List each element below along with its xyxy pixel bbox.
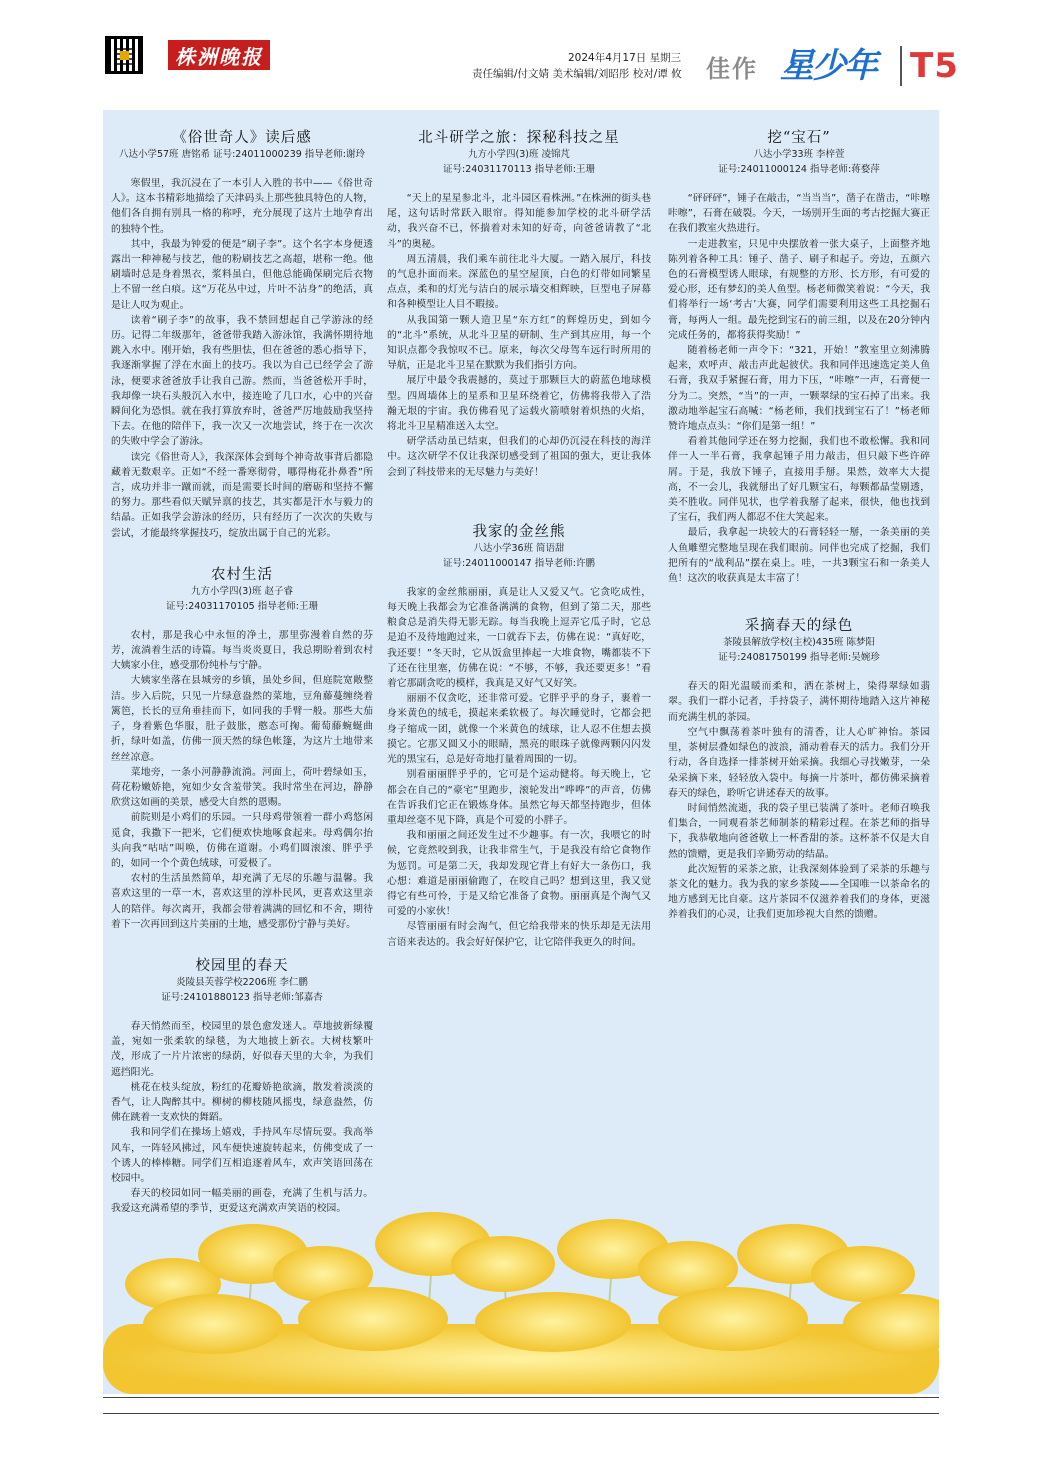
article-author: 八达小学33班 李梓萱	[753, 149, 845, 160]
paragraph: 春天悄然而至，校园里的景色愈发迷人。草地披新绿覆盖，宛如一张柔软的绿毯，为大地披上新衣。大树枝繁叶茂，形成了一片片浓密的绿荫，好似春天里的大伞，为我们遮挡阳光。	[111, 1020, 373, 1078]
article-cert: 证号:24031170113 指导老师:王珊	[443, 164, 595, 175]
article-author: 八达小学36班 简语甜	[473, 542, 565, 554]
paragraph: 我和丽丽之间还发生过不少趣事。有一次，我喂它的时候，它竟然咬到我，让我非常生气，于是我没有给它食物作为惩罚。可是第二天，我却发现它背上有好大一条伤口，我心想：难道是丽丽偷跑了，在咬自己吗？想到这里，我又觉得它有些可怜，于是又给它准备了食物。丽丽真是个淘气又可爱的小家伙！	[387, 830, 651, 918]
article-cert: 证号:24081750199 指导老师:吴婉珍	[718, 652, 880, 664]
article-cert: 证号:24011000147 指导老师:许鹏	[443, 557, 595, 569]
brand-logo	[780, 38, 876, 87]
article-body	[668, 191, 930, 586]
article-digging-gems	[668, 126, 930, 586]
article-body	[668, 679, 930, 922]
column-right	[668, 120, 930, 923]
paragraph: 农村的生活虽然简单，却充满了无尽的乐趣与温馨。我喜欢这里的一草一木，喜欢这里的淳朴民风，更喜欢这里亲人的陪伴。每次离开，我都会带着满满的回忆和不舍，期待着下一次再回到这片美丽的土地，感受那份宁静与美好。	[111, 873, 373, 930]
page-number: T5	[910, 46, 959, 86]
article-title: 农村生活	[211, 566, 273, 583]
footer-rule	[103, 1397, 939, 1398]
paragraph: 时间悄然流逝，我的袋子里已装满了茶叶。老师召唤我们集合，一同观看茶艺师制茶的精彩过程。在茶艺师的指导下，我恭敬地向爸爸敬上一杯香甜的茶。这杯茶不仅是大自然的馈赠，更是我们辛勤劳动的结晶。	[668, 802, 930, 860]
article-rural-life	[111, 563, 373, 932]
article-title: 校园里的春天	[195, 957, 289, 974]
article-author: 九方小学四(3)班 赵子睿	[191, 585, 293, 597]
footer-rule	[103, 1413, 939, 1414]
paragraph: 其中，我最为钟爱的便是“刷子李”。这个名字本身便透露出一种神秘与技艺，他的粉刷技艺之高超，堪称一绝。他刷墙时总是身着黑衣，浆料虽白，但他总能确保刷完后衣物上不留一丝白痕。这“万花丛中过，片叶不沾身”的绝活，真是让人叹为观止。	[111, 238, 373, 311]
article-body	[111, 176, 373, 541]
article-title: 北斗研学之旅：探秘科技之星	[418, 130, 620, 146]
article-title: 挖“宝石”	[767, 130, 831, 146]
paragraph: 春天的校园如同一幅美丽的画卷，充满了生机与活力。我爱这充满希望的季节，更爱这充满欢声笑语的校园。	[111, 1188, 373, 1215]
article-tea-picking	[668, 614, 930, 922]
page-content	[103, 110, 939, 1394]
paragraph: 桃花在枝头绽放，粉红的花瓣娇艳欲滴，散发着淡淡的香气，让人陶醉其中。柳树的柳枝随风摇曳，绿意盎然，仿佛在跳着一支欢快的舞蹈。	[111, 1081, 373, 1124]
paragraph: 农村，那是我心中永恒的净土，那里弥漫着自然的芬芳，流淌着生活的诗篇。每当炎炎夏日，我总期盼着到农村大姨家小住，感受那份纯朴与宁静。	[111, 629, 373, 672]
article-cert: 证号:24031170105 指导老师:王珊	[166, 600, 318, 612]
article-title: 采摘春天的绿色	[744, 618, 854, 635]
brand-logo-text: 星少年	[780, 46, 876, 86]
article-cert: 证号:24011000124 指导老师:蒋婺萍	[718, 164, 880, 175]
section-title: 佳作	[706, 54, 758, 83]
paragraph: 周五清晨，我们乘车前往北斗大厦。一踏入展厅，科技的气息扑面而来。深蓝色的星空屋顶，白色的灯带如同繁星点点，柔和的灯光与洁白的展示墙交相辉映，巨型电子屏幕和各种模型让人目不暇接。	[387, 253, 651, 311]
paragraph: 前院则是小鸡们的乐园。一只母鸡带领着一群小鸡悠闲觅食，我撒下一把米，它们便欢快地啄食起来。母鸡偶尔抬头向我“咕咕”叫唤，仿佛在道谢。小鸡们圆滚滚、胖乎乎的，如同一个个黄色绒球，可爱极了。	[111, 812, 373, 869]
paragraph: 展厅中最令我震撼的，莫过于那颗巨大的蔚蓝色地球模型。四周墙体上的星系和卫星环绕着它，仿佛将我带入了浩瀚无垠的宇宙。我仿佛看见了运载火箭喷射着炽热的火焰，将北斗卫星精准送入太空。	[387, 375, 651, 433]
page-header	[0, 0, 1039, 110]
article-body	[111, 1019, 373, 1217]
article-cert: 证号:24101880123 指导老师:邹嘉杏	[161, 991, 323, 1003]
article-beidou-trip	[387, 126, 651, 480]
article-body	[387, 191, 651, 480]
column-left	[111, 120, 373, 1217]
paragraph: 尽管丽丽有时会淘气，但它给我带来的快乐却是无法用言语来表达的。我会好好保护它，让它陪伴我更久的时间。	[387, 921, 651, 948]
paragraph: 别看丽丽胖乎乎的，它可是个运动健将。每天晚上，它都会在自己的“豪宅”里跑步，滚轮发出“哗哗”的声音，仿佛在告诉我们它正在锻炼身体。虽然它每天都坚持跑步，但体重却丝毫不见下降，真是个可爱的小胖子。	[387, 769, 651, 826]
article-body	[387, 585, 651, 950]
paragraph: 我和同学们在操场上嬉戏，手持风车尽情玩耍。我高举风车，一阵轻风拂过，风车便快速旋转起来，仿佛变成了一个诱人的棒棒糖。同学们互相追逐着风车，欢声笑语回荡在校园中。	[111, 1127, 373, 1184]
article-author: 八达小学57班 唐铭希 证号:24011000239 指导老师:谢玲	[118, 149, 366, 160]
column-middle	[387, 120, 651, 950]
header-divider	[900, 46, 902, 86]
paragraph: 菜地旁，一条小河静静流淌。河面上，荷叶碧绿如玉，荷花粉嫩娇艳，宛如少女含羞带笑。我时常坐在河边，静静欣赏这如画的美景，感受大自然的恩赐。	[111, 766, 373, 809]
paragraph: 研学活动虽已结束，但我们的心却仍沉浸在科技的海洋中。这次研学不仅让我深切感受到了祖国的强大，更让我体会到了科技带来的无尽魅力与美好！	[387, 436, 651, 478]
masthead-logo: 株洲晚报	[168, 40, 270, 70]
paragraph: 此次短暂的采茶之旅，让我深刻体验到了采茶的乐趣与茶文化的魅力。我为我的家乡茶陵——全国唯一以茶命名的地方感到无比自豪。这片茶园不仅滋养着我们的身体，更滋养着我们的心灵，让我们更加珍视大自然的馈赠。	[668, 863, 930, 921]
article-title: 《俗世奇人》读后感	[172, 130, 312, 146]
article-author: 炎陵县芙蓉学校2206班 李仁鹏	[176, 976, 308, 988]
article-author: 茶陵县解放学校(主校)435班 陈梦阳	[722, 637, 876, 649]
paragraph: 春天的阳光温暖而柔和，洒在茶树上，染得翠绿如翡翠。我们一群小记者，手持袋子，满怀期待地踏入这片神秘而充满生机的茶园。	[668, 681, 930, 723]
paragraph: 寒假里，我沉浸在了一本引人入胜的书中——《俗世奇人》。这本书精彩地描绘了天津码头上那些独具特色的人物，他们各自拥有别具一格的称呼，充分展现了这片土地孕育出的独特个性。	[111, 178, 373, 235]
paragraph: “天上的星星参北斗，北斗园区看株洲。”在株洲的街头巷尾，这句话时常跃入眼帘。得知能参加学校的北斗研学活动，我兴奋不已，怀揣着对未知的好奇，向爸爸请教了“北斗”的奥秘。	[387, 193, 651, 250]
article-title: 我家的金丝熊	[472, 523, 566, 540]
article-author: 九方小学四(3)班 凌锦芃	[468, 149, 570, 160]
editor-credits: 责任编辑/付文婧 美术编辑/刘昭彤 校对/谭 攸	[472, 68, 682, 80]
article-golden-hamster	[387, 520, 651, 950]
paragraph: 读着“刷子李”的故事，我不禁回想起自己学游泳的经历。记得二年级那年，爸爸带我踏入游泳馆，我满怀期待地跳入水中。刚开始，我有些胆怯，但在爸爸的悉心指导下，我逐渐掌握了浮在水面上的技巧。我以为自己已经学会了游泳，便要求爸爸放手让我自己游。然而，当爸爸松开手时，我却像一块石头般沉入水中，接连呛了几口水，心中的兴奋瞬间化为恐惧。就在我打算放弃时，爸爸严厉地鼓励我坚持下去。在他的陪伴下，我一次又一次地尝试，终于在一次次的失败中学会了游泳。	[111, 314, 373, 448]
article-body	[111, 628, 373, 932]
paragraph: 大姨家坐落在县城旁的乡镇，虽处乡间，但庭院宽敞整洁。步入后院，只见一片绿意盎然的菜地，豆角藤蔓缠绕着篱笆，长长的豆角垂挂而下，如同我的手臂一般。那些大茄子，身着紫色华服，肚子鼓胀，憨态可掬。葡萄藤蜿蜒曲折，绿叶如盖，仿佛一顶天然的绿色帐篷，为这片土地带来丝丝凉意。	[111, 675, 373, 763]
issue-date: 2024年4月17日 星期三	[568, 52, 682, 64]
paragraph: 读完《俗世奇人》，我深深体会到每个神奇故事背后都隐藏着无数艰辛。正如“不经一番寒彻骨，哪得梅花扑鼻香”所言，成功并非一蹴而就，而是需要长时间的磨砺和坚持不懈的努力。那些看似天赋异禀的技艺，其实都是汗水与毅力的结晶。正如我学会游泳的经历，只有经历了一次次的失败与尝试，才能最终掌握技巧，绽放出属于自己的光彩。	[111, 451, 373, 539]
paragraph: 从我国第一颗人造卫星“东方红”的辉煌历史，到如今的“北斗”系统，从北斗卫星的研制、生产到其应用，每一个知识点都令我惊叹不已。原来，每次父母驾车远行时所用的导航，正是北斗卫星在默默为我们指引方向。	[387, 314, 651, 372]
paragraph: 看着其他同学还在努力挖掘，我们也不敢松懈。我和同伴一人一半石膏，我拿起锤子用力敲击，但只敲下些许碎屑。于是，我放下锤子，直接用手掰。果然，效率大大提高，不一会儿，我就掰出了好几颗宝石，每颗都晶莹剔透，美不胜收。同伴见状，也学着我掰了起来，很快，他也找到了宝石，我们两人都忍不住大笑起来。	[668, 436, 930, 524]
paragraph: 最后，我拿起一块较大的石膏轻轻一掰，一条美丽的美人鱼雕塑完整地呈现在我们眼前。同伴也完成了挖掘，我们把所有的“战利品”摆在桌上。哇，一共3颗宝石和一条美人鱼！这次的收获真是太丰富了！	[668, 527, 930, 585]
paragraph: 一走进教室，只见中央摆放着一张大桌子，上面整齐地陈列着各种工具：锤子、凿子、刷子和起子。旁边，五颜六色的石膏模型诱人眼球，有规整的方形、长方形，有可爱的爱心形，还有梦幻的美人鱼型。杨老师微笑着说：“今天，我们将举行一场‘考古’大赛，同学们需要利用这些工具挖掘石膏，每两人一组。最先挖到宝石的前三组，以及在20分钟内完成任务的，都将获得奖励！”	[668, 238, 930, 341]
paragraph: 随着杨老师一声令下：“321，开始！”教室里立刻沸腾起来，欢呼声、敲击声此起彼伏。我和同伴迅速选定美人鱼石膏，我双手紧握石膏，用力下压，“咔嚓”一声，石膏便一分为二。突然，“当”的一声，一颗翠绿的宝石掉了出来。我激动地举起宝石高喊：“杨老师，我们找到宝石了！”杨老师赞许地点点头：“你们是第一组！”	[668, 345, 930, 433]
paragraph: “砰砰砰”，锤子在敲击，“当当当”，凿子在凿击，“咔嚓咔嚓”，石膏在破裂。今天，一场别开生面的考古挖掘大赛正在我们教室火热进行。	[668, 193, 930, 235]
qr-code-icon	[105, 36, 143, 74]
paragraph: 空气中飘荡着茶叶独有的清香，让人心旷神怡。茶园里，茶树层叠如绿色的波浪，涌动着春天的活力。我们分开行动，各自选择一排茶树开始采摘。我细心寻找嫩芽，一朵朵采摘下来，轻轻放入袋中。每摘一片茶叶，都仿佛采摘着春天的绿色，聆听它讲述春天的故事。	[668, 726, 930, 799]
paragraph: 丽丽不仅贪吃，还非常可爱。它胖乎乎的身子，裹着一身米黄色的绒毛，摸起来柔软极了。每次睡觉时，它都会把身子缩成一团，就像一个米黄色的绒球，让人忍不住想去摸摸它。它那又圆又小的眼睛，黑亮的眼珠子就像两颗闪闪发光的黑宝石，总是好奇地打量着周围的一切。	[387, 693, 651, 766]
paragraph: 我家的金丝熊丽丽，真是让人又爱又气。它贪吃成性，每天晚上我都会为它准备满满的食物，但到了第二天，那些粮食总是消失得无影无踪。每当我晚上逗弄它瓜子时，它总是迫不及待地跑过来，一口就吞下去，仿佛在说：“真好吃，我还要！”冬天时，它从饭盒里捧起一大堆食物，嘴都装不下了还在往里塞，仿佛在说：“不够，不够，我还要更多！”看着它那副贪吃的模样，我真是又好气又好笑。	[387, 586, 651, 690]
article-reading-notes	[111, 126, 373, 541]
article-campus-spring	[111, 954, 373, 1217]
